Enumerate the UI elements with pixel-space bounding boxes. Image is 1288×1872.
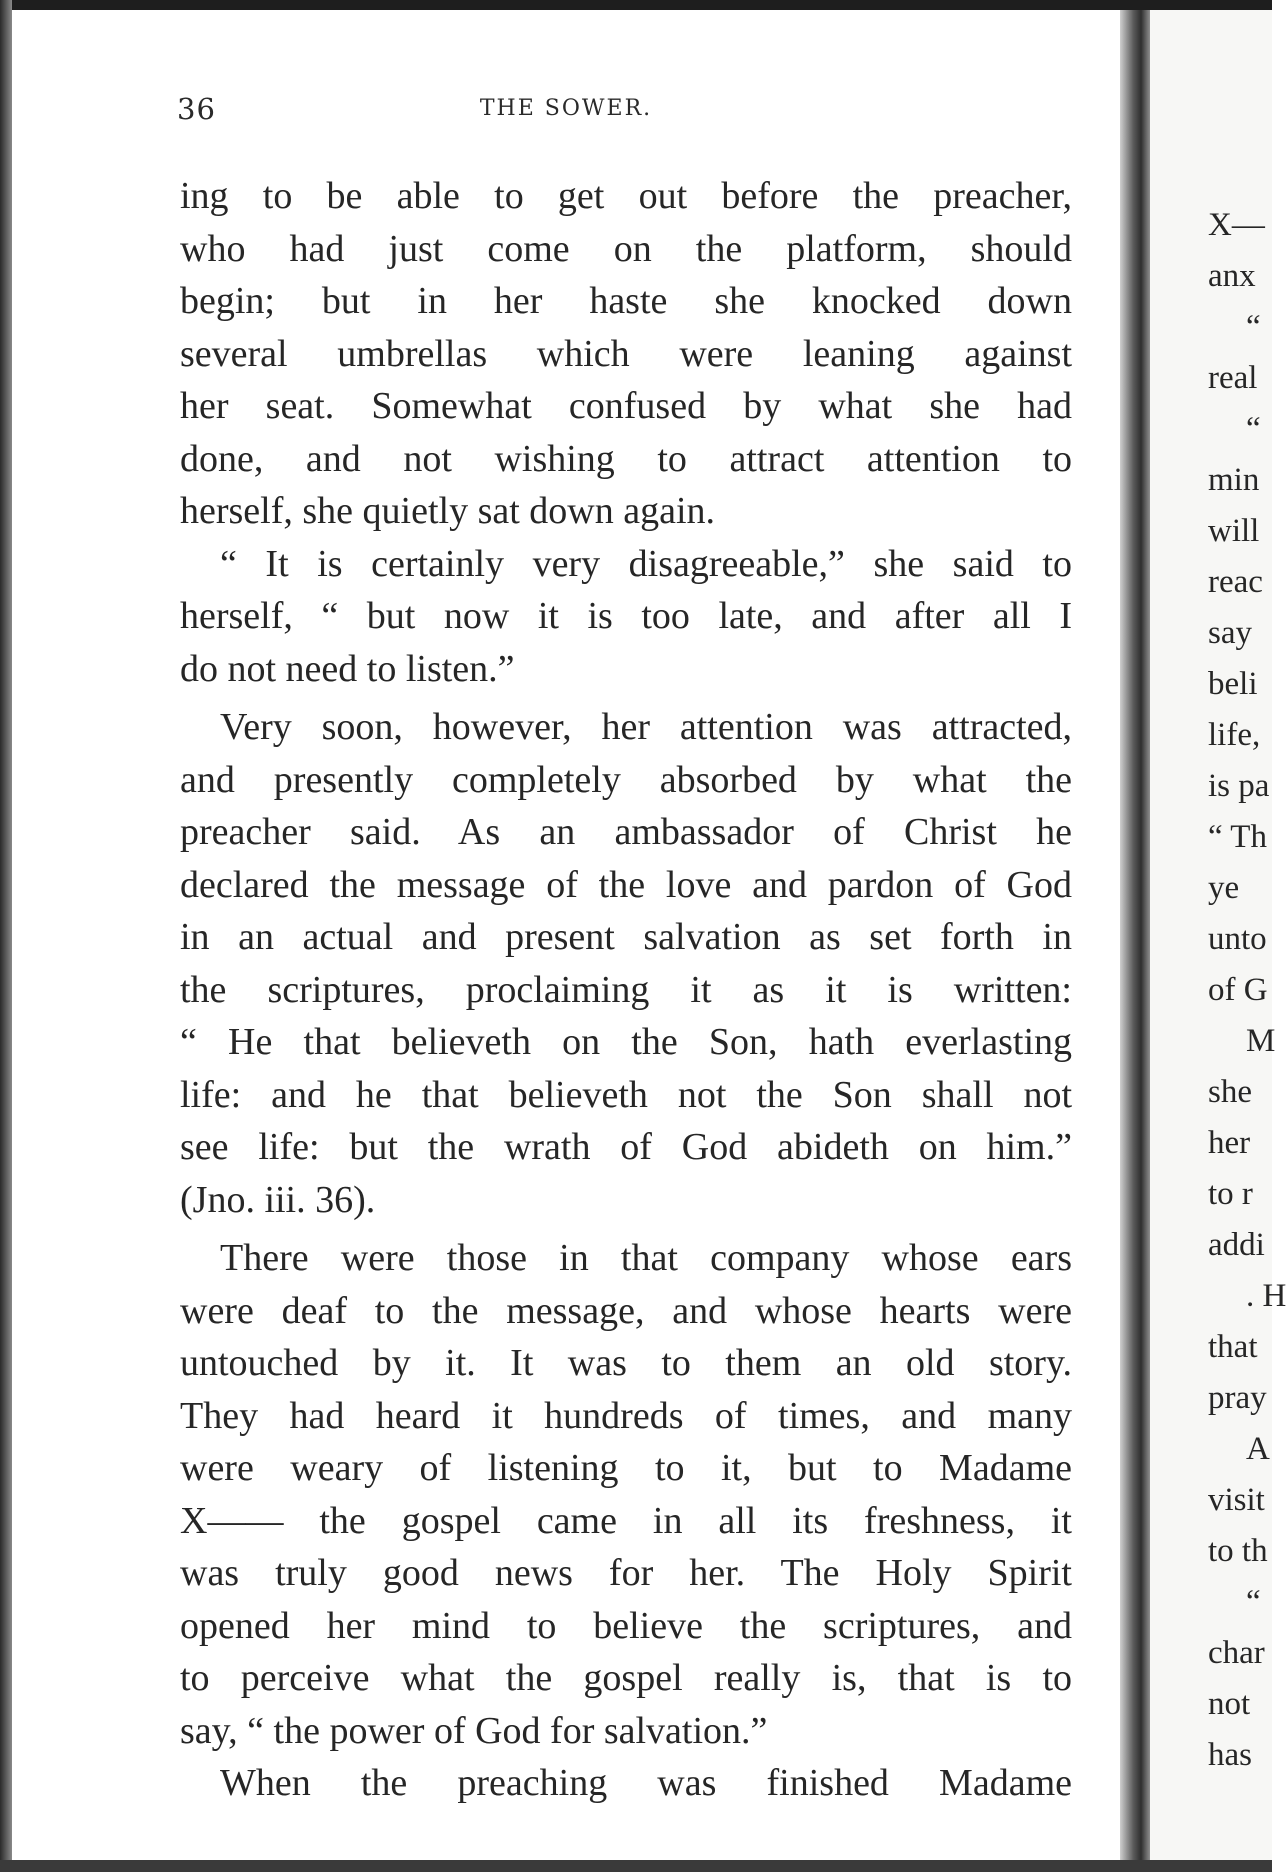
- facing-line: real: [1208, 360, 1258, 396]
- facing-line: visit: [1208, 1482, 1265, 1518]
- page-title: THE SOWER.: [479, 96, 653, 121]
- text-line: life: and he that believeth not the Son shall not: [180, 1073, 1072, 1116]
- left-page: [12, 10, 1120, 1860]
- text-line: declared the message of the love and pardon of God: [180, 863, 1072, 906]
- facing-line: will: [1208, 513, 1260, 549]
- text-line: They had heard it hundreds of times, and many: [180, 1394, 1072, 1437]
- facing-line: unto: [1208, 921, 1267, 957]
- facing-line: M: [1246, 1023, 1276, 1059]
- text-line: were weary of listening to it, but to Madame: [180, 1447, 1072, 1489]
- text-line: When the preaching was finished Madame: [220, 1762, 1072, 1804]
- text-line: in an actual and present salvation as set forth in: [180, 916, 1072, 958]
- facing-line: has: [1208, 1737, 1252, 1773]
- facing-line: that: [1208, 1329, 1258, 1365]
- text-line: untouched by it. It was to them an old story.: [180, 1342, 1072, 1384]
- text-line: who had just come on the platform, should: [180, 227, 1072, 270]
- facing-line: char: [1208, 1635, 1265, 1671]
- text-line: herself, “ but now it is too late, and after all I: [180, 595, 1072, 637]
- page-number: 36: [177, 92, 216, 126]
- text-line: opened her mind to believe the scriptures, and: [180, 1604, 1072, 1647]
- facing-line: say: [1208, 615, 1252, 651]
- facing-line: “ Th: [1208, 819, 1267, 855]
- text-line: to perceive what the gospel really is, that is to: [180, 1657, 1072, 1699]
- book-gutter: [1120, 10, 1150, 1860]
- text-line: done, and not wishing to attract attention to: [180, 437, 1072, 480]
- facing-line: X—: [1208, 207, 1265, 243]
- facing-page-fragment: [1150, 10, 1287, 1860]
- running-head: [12, 92, 1120, 132]
- facing-line: she: [1208, 1074, 1252, 1110]
- facing-line: A: [1246, 1431, 1270, 1467]
- text-line: and presently completely absorbed by what the: [180, 758, 1072, 801]
- scan-top-edge: [0, 0, 1272, 10]
- text-line: the scriptures, proclaiming it as it is written:: [180, 968, 1072, 1011]
- facing-line: not: [1208, 1686, 1251, 1722]
- facing-line: “: [1246, 309, 1261, 345]
- scan-left-edge: [0, 0, 12, 1872]
- text-line: was truly good news for her. The Holy Spirit: [180, 1552, 1072, 1594]
- facing-line: “: [1246, 1584, 1261, 1620]
- text-line: begin; but in her haste she knocked down: [180, 280, 1072, 322]
- scan-bottom-edge: [0, 1860, 1272, 1872]
- text-line: preacher said. As an ambassador of Christ he: [180, 811, 1072, 853]
- text-line: “ He that believeth on the Son, hath everlasting: [180, 1021, 1072, 1063]
- text-line: (Jno. iii. 36).: [180, 1178, 376, 1221]
- text-line: see life: but the wrath of God abideth on him.”: [180, 1126, 1072, 1168]
- text-line: X—— the gospel came in all its freshness, it: [180, 1499, 1072, 1542]
- facing-line: her: [1208, 1125, 1251, 1161]
- text-line: her seat. Somewhat confused by what she had: [180, 385, 1072, 427]
- facing-line: addi: [1208, 1227, 1265, 1263]
- text-line: were deaf to the message, and whose hearts were: [180, 1289, 1072, 1332]
- body-text: [180, 170, 1072, 1810]
- text-line: ing to be able to get out before the preacher,: [180, 175, 1072, 217]
- text-line: several umbrellas which were leaning against: [180, 332, 1072, 375]
- text-line: herself, she quietly sat down again.: [180, 490, 716, 532]
- facing-line: min: [1208, 462, 1260, 498]
- facing-line: anx: [1208, 258, 1256, 294]
- text-line: do not need to listen.”: [180, 647, 515, 690]
- facing-line: life,: [1208, 717, 1261, 753]
- facing-line: pray: [1208, 1380, 1267, 1416]
- facing-line: “: [1246, 411, 1261, 447]
- facing-line: to r: [1208, 1176, 1253, 1212]
- facing-line: is pa: [1208, 768, 1270, 804]
- facing-line: . H: [1246, 1278, 1287, 1314]
- facing-line: of G: [1208, 972, 1268, 1008]
- text-line: “ It is certainly very disagreeable,” she said to: [220, 542, 1072, 585]
- facing-line: to th: [1208, 1533, 1268, 1569]
- facing-line: beli: [1208, 666, 1258, 702]
- text-line: There were those in that company whose ears: [220, 1237, 1072, 1279]
- text-line: Very soon, however, her attention was attracted,: [220, 706, 1072, 748]
- text-line: say, “ the power of God for salvation.”: [180, 1709, 768, 1752]
- facing-line: reac: [1208, 564, 1263, 600]
- facing-line: ye: [1208, 870, 1240, 906]
- facing-page-text: [1208, 200, 1288, 1781]
